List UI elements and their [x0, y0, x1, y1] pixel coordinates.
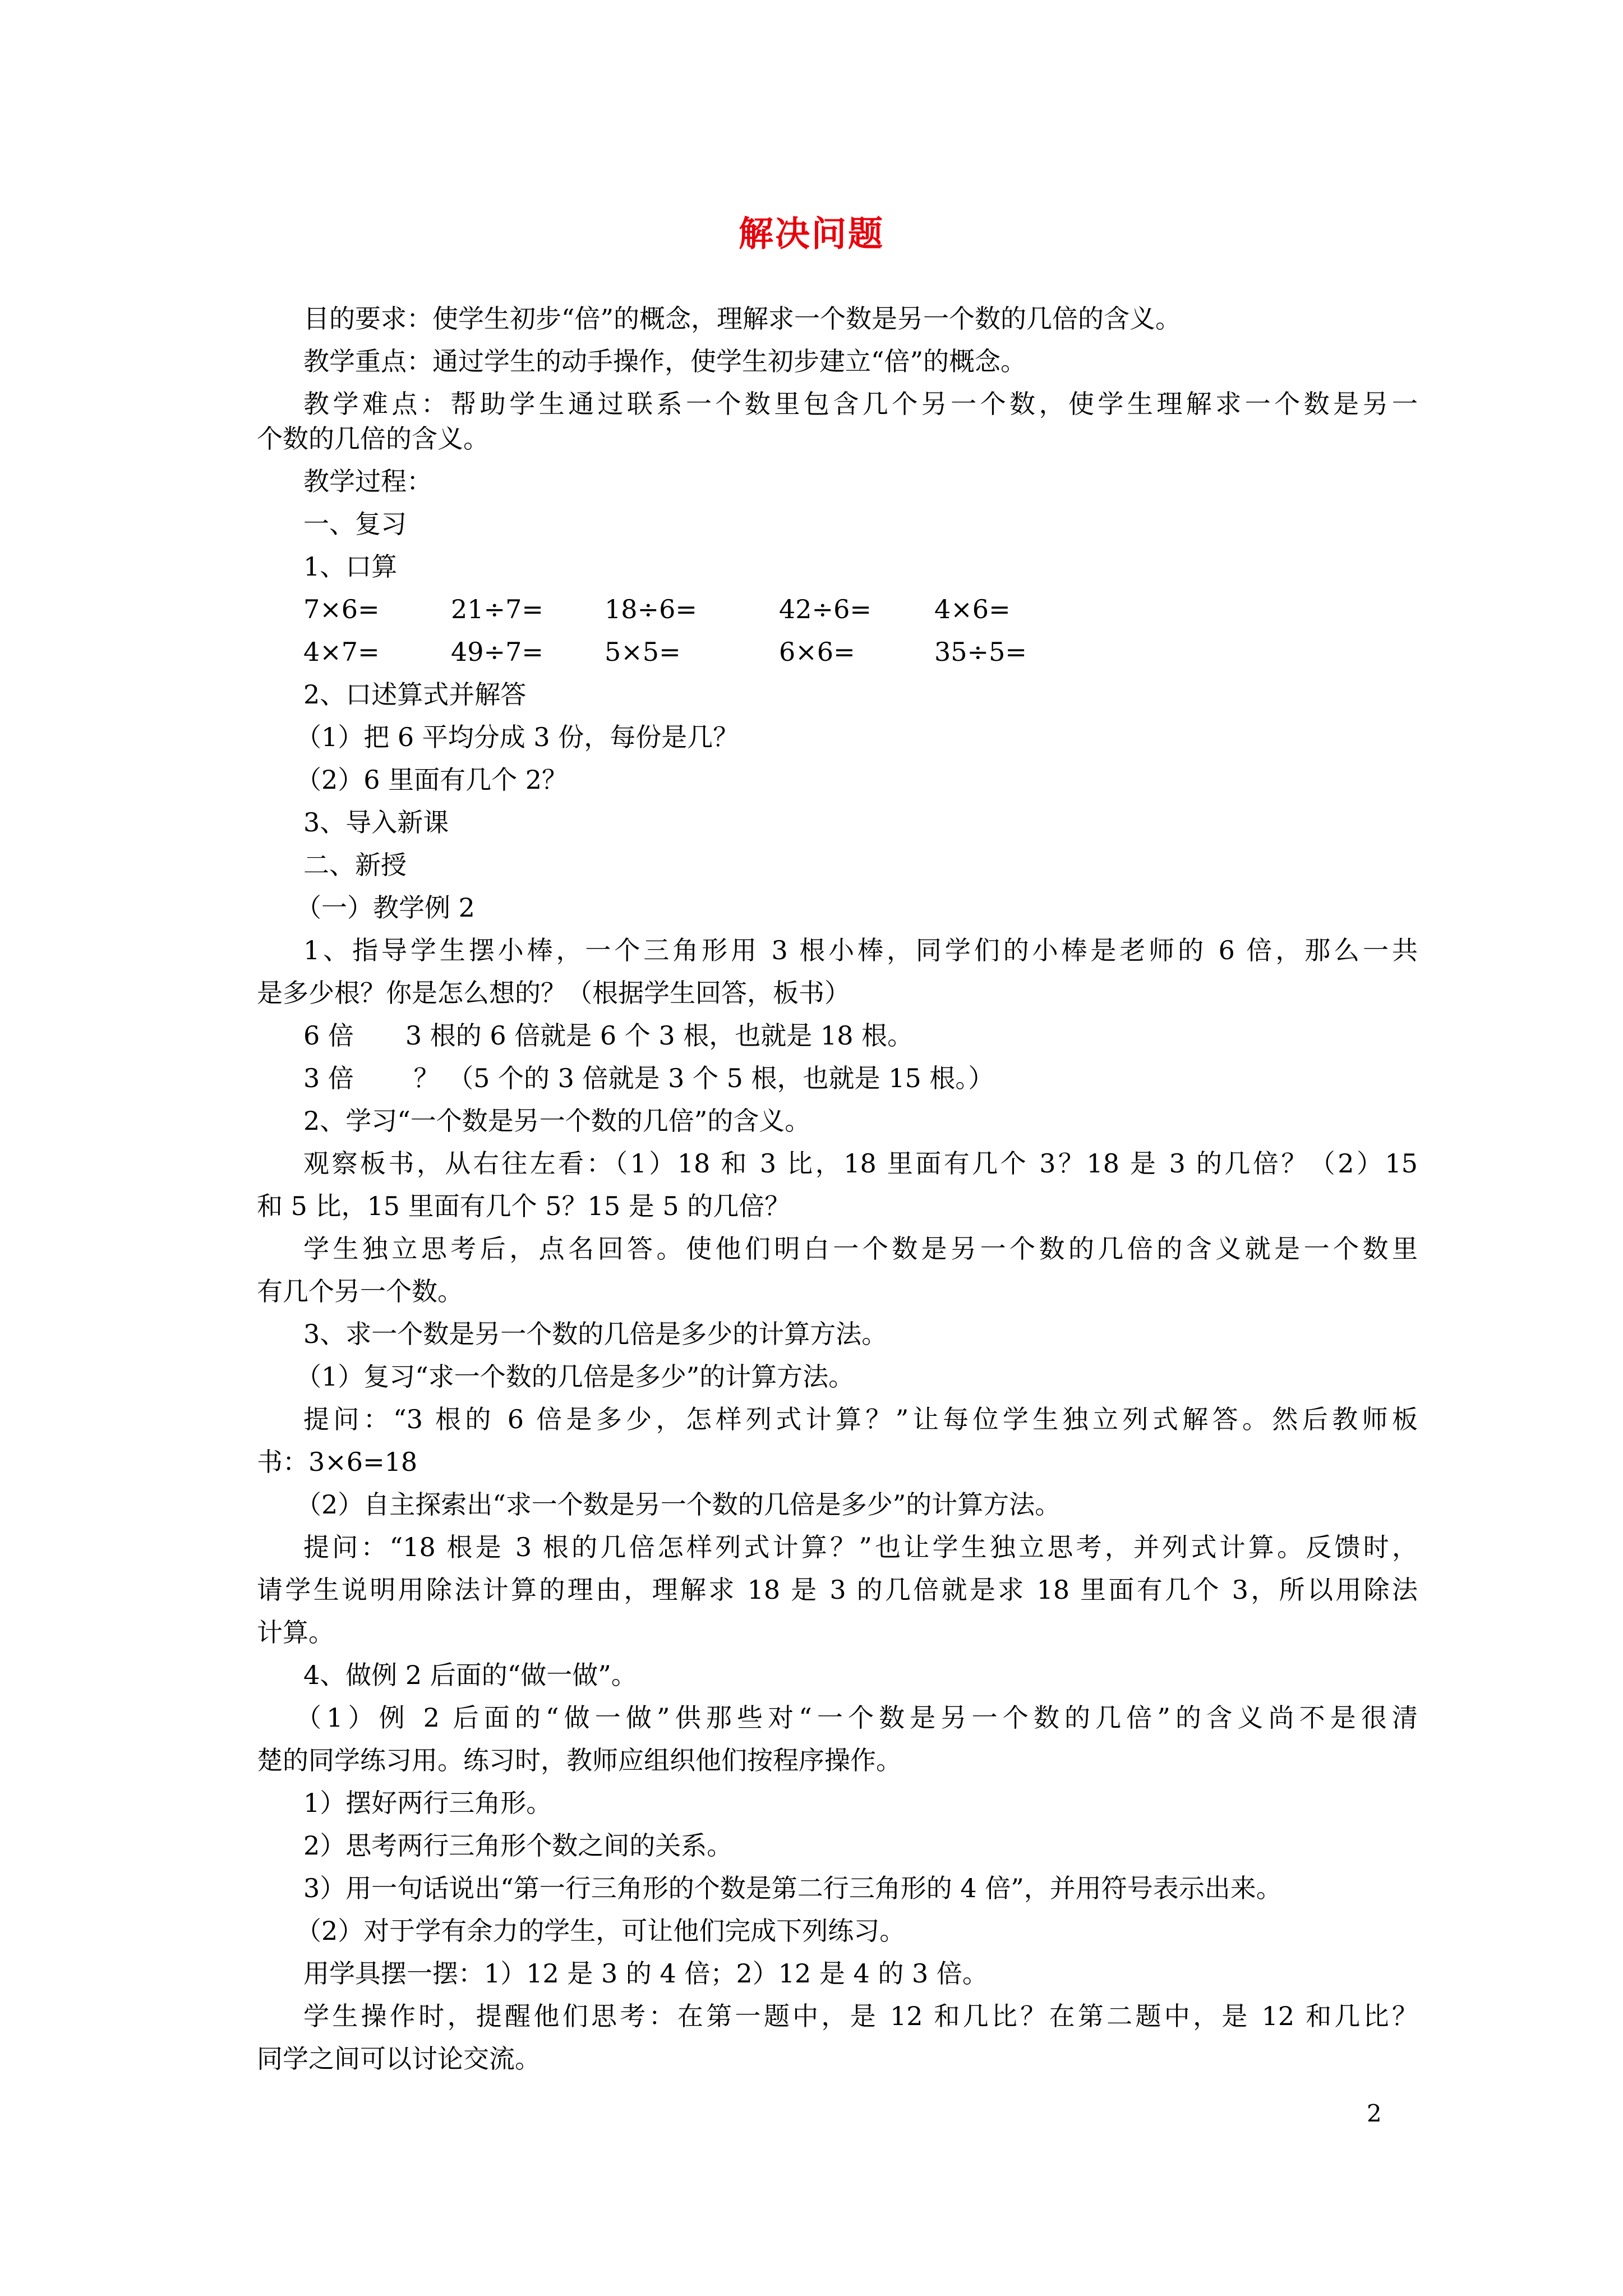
calc-item: 21÷7=	[451, 594, 543, 624]
board-line: 3 倍 ？ （5 个的 3 倍就是 3 个 5 根，也就是 15 根。）	[303, 1063, 994, 1093]
section-heading: 一、复习	[303, 509, 407, 539]
paragraph-line: 教学重点：通过学生的动手操作，使学生初步建立“倍”的概念。	[303, 346, 1027, 376]
paragraph-line: 2）思考两行三角形个数之间的关系。	[303, 1830, 733, 1861]
board-line: 6 倍 3 根的 6 倍就是 6 个 3 根，也就是 18 根。	[303, 1020, 914, 1051]
paragraph-line: 1、指导学生摆小棒，一个三角形用 3 根小棒，同学们的小棒是老师的 6 倍，那么一共	[303, 935, 1418, 965]
calc-item: 7×6=	[303, 594, 380, 624]
paragraph-line: （2）6 里面有几个 2？	[296, 765, 568, 795]
calc-item: 49÷7=	[451, 637, 543, 667]
paragraph-line: （2）自主探索出“求一个数是另一个数的几倍是多少”的计算方法。	[296, 1489, 1061, 1520]
paragraph-line: 目的要求：使学生初步“倍”的概念，理解求一个数是另一个数的几倍的含义。	[303, 303, 1182, 334]
paragraph-line: 计算。	[257, 1617, 334, 1648]
paragraph-line: 提问：“3 根的 6 倍是多少，怎样列式计算？”让每位学生独立列式解答。然后教师板	[303, 1404, 1418, 1434]
paragraph-line: （1）把 6 平均分成 3 份，每份是几？	[296, 722, 739, 752]
subsection-heading: 3、导入新课	[303, 807, 449, 838]
paragraph-line: 同学之间可以讨论交流。	[257, 2044, 541, 2074]
page-title: 解决问题	[738, 213, 884, 254]
paragraph-line: （2）对于学有余力的学生，可让他们完成下列练习。	[296, 1916, 906, 1946]
paragraph-line: 3、求一个数是另一个数的几倍是多少的计算方法。	[303, 1319, 888, 1349]
paragraph-line: 提问：“18 根是 3 根的几倍怎样列式计算？”也让学生独立思考，并列式计算。反馈时，	[303, 1532, 1418, 1562]
paragraph-line: 教学过程：	[303, 466, 432, 496]
paragraph-line: （1）复习“求一个数的几倍是多少”的计算方法。	[296, 1361, 855, 1392]
subsection-heading: 1、口算	[303, 551, 398, 582]
section-heading: 二、新授	[303, 850, 407, 880]
paragraph-line: 书：3×6=18	[257, 1447, 418, 1477]
calc-item: 18÷6=	[605, 594, 697, 624]
subsection-heading: 2、口述算式并解答	[303, 679, 527, 710]
paragraph-line: 学生操作时，提醒他们思考：在第一题中，是 12 和几比？在第二题中，是 12 和几比？	[303, 2001, 1418, 2031]
calc-item: 5×5=	[605, 637, 681, 667]
paragraph-line: 有几个另一个数。	[257, 1276, 463, 1306]
calc-item: 35÷5=	[934, 637, 1027, 667]
page-number: 2	[1367, 2100, 1382, 2127]
subsection-heading: （一）教学例 2	[296, 892, 475, 923]
paragraph-line: 2、学习“一个数是另一个数的几倍”的含义。	[303, 1106, 811, 1136]
paragraph-line: 请学生说明用除法计算的理由，理解求 18 是 3 的几倍就是求 18 里面有几个 3，所以用除法	[257, 1575, 1418, 1605]
calc-item: 42÷6=	[779, 594, 872, 624]
paragraph-line: 1）摆好两行三角形。	[303, 1788, 552, 1818]
paragraph-line: 教学难点：帮助学生通过联系一个数里包含几个另一个数，使学生理解求一个数是另一	[303, 389, 1418, 419]
calc-item: 4×6=	[934, 594, 1011, 624]
paragraph-line: 观察板书，从右往左看：（1）18 和 3 比，18 里面有几个 3？18 是 3 的几倍？（2）15	[303, 1148, 1418, 1179]
paragraph-line: 学生独立思考后，点名回答。使他们明白一个数是另一个数的几倍的含义就是一个数里	[303, 1234, 1418, 1264]
paragraph-line: 用学具摆一摆：1）12 是 3 的 4 倍；2）12 是 4 的 3 倍。	[303, 1958, 988, 1989]
paragraph-line: 个数的几倍的含义。	[257, 424, 489, 454]
paragraph-line: 4、做例 2 后面的“做一做”。	[303, 1660, 637, 1690]
paragraph-line: （1）例 2 后面的“做一做”供那些对“一个数是另一个数的几倍”的含义尚不是很清	[296, 1703, 1418, 1733]
paragraph-line: 楚的同学练习用。练习时，教师应组织他们按程序操作。	[257, 1745, 902, 1775]
paragraph-line: 3）用一句话说出“第一行三角形的个数是第二行三角形的 4 倍”，并用符号表示出来。	[303, 1873, 1282, 1903]
paragraph-line: 和 5 比，15 里面有几个 5？15 是 5 的几倍？	[257, 1191, 791, 1221]
calc-item: 6×6=	[779, 637, 855, 667]
calc-item: 4×7=	[303, 637, 380, 667]
paragraph-line: 是多少根？你是怎么想的？（根据学生回答，板书）	[257, 978, 850, 1008]
